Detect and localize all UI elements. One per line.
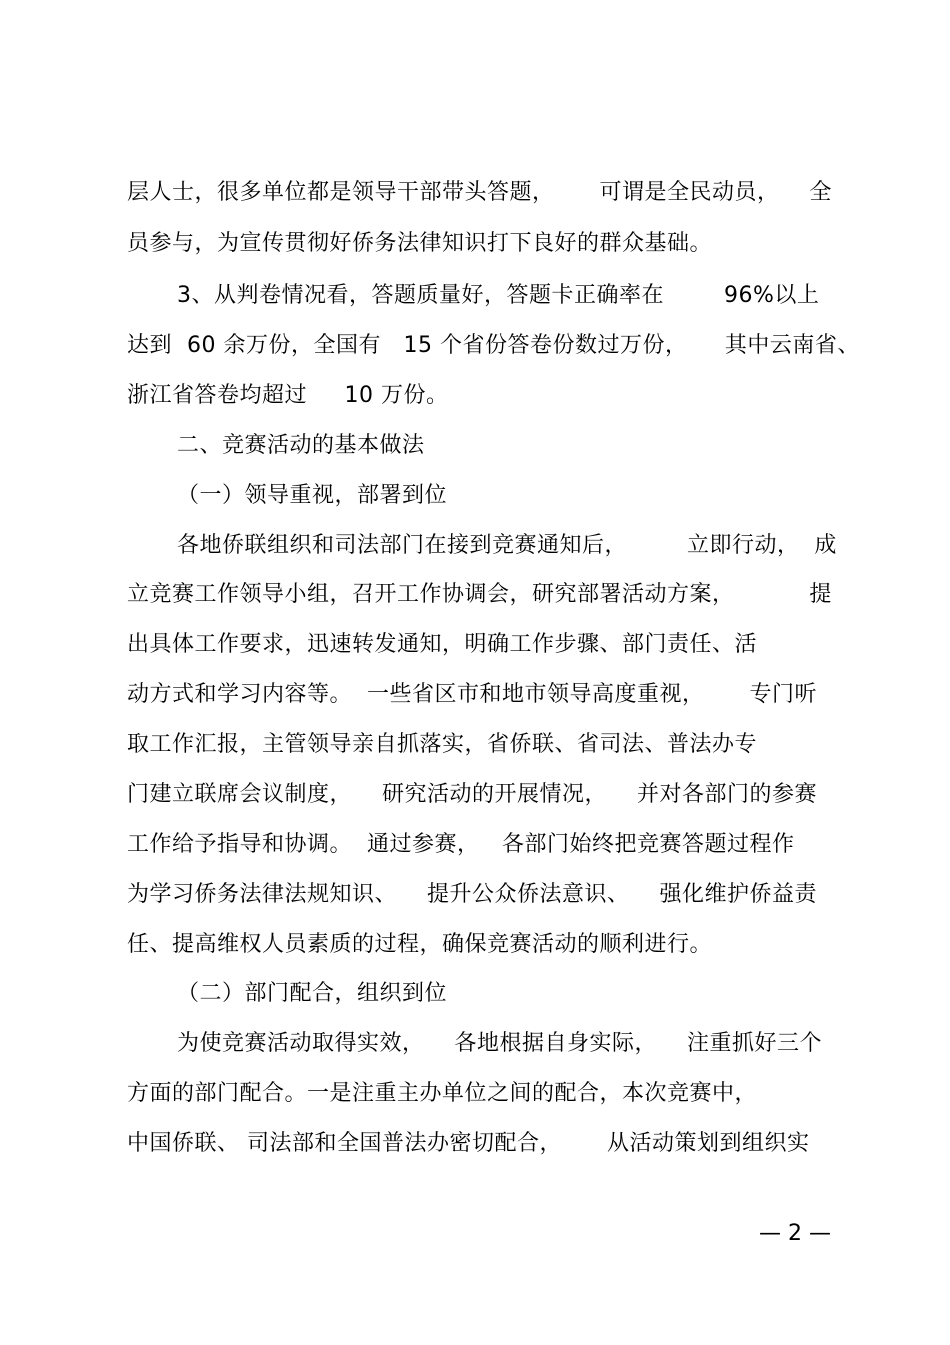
body-text-line: 立竞赛工作领导小组，召开工作协调会，研究部署活动方案， 提 bbox=[127, 582, 832, 607]
body-text-line: 3、从判卷情况看，答题质量好，答题卡正确率在 96%以上 bbox=[177, 283, 820, 308]
section-heading: 二、竞赛活动的基本做法 bbox=[177, 433, 425, 458]
body-text-line: 中国侨联、 司法部和全国普法办密切配合， 从活动策划到组织实 bbox=[127, 1131, 810, 1156]
body-text-line: 门建立联席会议制度， 研究活动的开展情况， 并对各部门的参赛 bbox=[127, 782, 817, 807]
body-text-line: 为使竞赛活动取得实效， 各地根据自身实际， 注重抓好三个 bbox=[177, 1031, 822, 1056]
body-text-line: 浙江省答卷均超过 10 万份。 bbox=[127, 383, 449, 408]
body-text-line: 各地侨联组织和司法部门在接到竞赛通知后， 立即行动， 成 bbox=[177, 533, 837, 558]
body-text-line: 达到 60 余万份，全国有 15 个省份答卷份数过万份， 其中云南省、 bbox=[127, 333, 860, 358]
body-text-line: 出具体工作要求，迅速转发通知，明确工作步骤、部门责任、活 bbox=[127, 632, 758, 657]
subsection-heading: （一）领导重视，部署到位 bbox=[177, 483, 448, 508]
body-text-line: 员参与，为宣传贯彻好侨务法律知识打下良好的群众基础。 bbox=[127, 231, 713, 256]
body-text-line: 工作给予指导和协调。 通过参赛， 各部门始终把竞赛答题过程作 bbox=[127, 832, 795, 857]
subsection-heading: （二）部门配合，组织到位 bbox=[177, 981, 448, 1006]
body-text-line: 为学习侨务法律法规知识、 提升公众侨法意识、 强化维护侨益责 bbox=[127, 882, 817, 907]
page-number: — 2 — bbox=[759, 1221, 831, 1246]
body-text-line: 层人士，很多单位都是领导干部带头答题， 可谓是全民动员， 全 bbox=[127, 180, 832, 205]
body-text-line: 动方式和学习内容等。 一些省区市和地市领导高度重视， 专门听 bbox=[127, 682, 817, 707]
body-text-line: 取工作汇报，主管领导亲自抓落实，省侨联、省司法、普法办专 bbox=[127, 732, 758, 757]
body-text-line: 方面的部门配合。一是注重主办单位之间的配合，本次竞赛中， bbox=[127, 1081, 758, 1106]
body-text-line: 任、提高维权人员素质的过程，确保竞赛活动的顺利进行。 bbox=[127, 932, 713, 957]
